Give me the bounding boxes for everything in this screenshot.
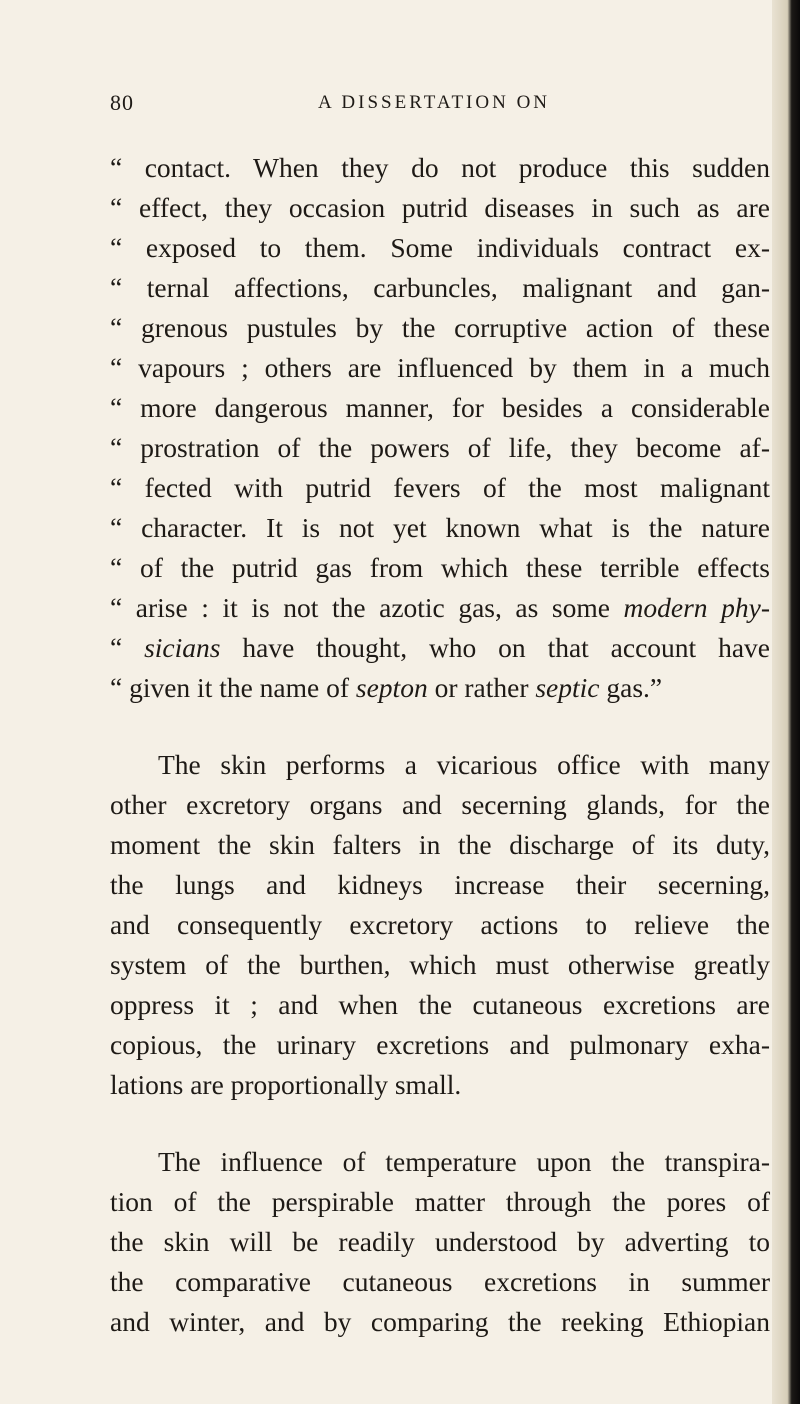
- text-line: “ ternal affections, carbuncles, malignant and gan-: [110, 272, 770, 303]
- page-body: [110, 148, 770, 1342]
- open-quote: “: [110, 632, 145, 663]
- text-line: “ vapours ; others are influenced by them in a much: [110, 352, 770, 383]
- running-head: A DISSERTATION ON: [318, 92, 551, 113]
- page-number: 80: [110, 90, 134, 115]
- page-gutter-shadow: [772, 0, 800, 1404]
- page-header: [110, 90, 770, 120]
- text-line: “ of the putrid gas from which these terrible effects: [110, 552, 770, 583]
- text-line: “ fected with putrid fevers of the most malignant: [110, 472, 770, 503]
- text-line: “ character. It is not yet known what is the nature: [110, 512, 770, 543]
- line-text: gas.”: [599, 672, 663, 703]
- line-text: have thought, who on that account have: [220, 632, 770, 663]
- text-line: The influence of temperature upon the transpira-: [158, 1146, 770, 1177]
- text-line: “ prostration of the powers of life, they become af-: [110, 432, 770, 463]
- paragraph: [110, 1142, 770, 1342]
- text-line: tion of the perspirable matter through the pores of: [110, 1186, 770, 1217]
- text-line: “ effect, they occasion putrid diseases in such as are: [110, 192, 770, 223]
- text-line: [110, 668, 770, 708]
- line-text: “ given it the name of: [110, 672, 356, 703]
- italic-text: septic: [535, 672, 600, 703]
- text-line: and winter, and by comparing the reeking Ethiopian: [110, 1306, 770, 1337]
- text-line: [110, 628, 770, 668]
- line-text: “ arise : it is not the azotic gas, as some: [110, 592, 624, 623]
- italic-text: sicians: [144, 632, 221, 663]
- text-line: the lungs and kidneys increase their secerning,: [110, 869, 770, 900]
- text-line: moment the skin falters in the discharge of its duty,: [110, 829, 770, 860]
- text-line: [110, 588, 770, 628]
- paragraph: [110, 745, 770, 1105]
- text-line: and consequently excretory actions to relieve the: [110, 909, 770, 940]
- quoted-paragraph: [110, 148, 770, 708]
- text-line: “ grenous pustules by the corruptive action of these: [110, 312, 770, 343]
- text-line: “ more dangerous manner, for besides a considerable: [110, 392, 770, 423]
- paragraph-gap: [110, 708, 770, 745]
- text-line: system of the burthen, which must otherwise greatly: [110, 949, 770, 980]
- text-line: copious, the urinary excretions and pulmonary exha-: [110, 1029, 770, 1060]
- italic-text: septon: [355, 672, 428, 703]
- text-line: oppress it ; and when the cutaneous excretions are: [110, 989, 770, 1020]
- text-line: lations are proportionally small.: [110, 1069, 462, 1100]
- text-line: “ exposed to them. Some individuals contract ex-: [110, 232, 770, 263]
- text-line: The skin performs a vicarious office with many: [158, 749, 770, 780]
- text-line: “ contact. When they do not produce this sudden: [110, 152, 770, 183]
- text-line: other excretory organs and secerning glands, for the: [110, 789, 770, 820]
- italic-text: modern phy-: [623, 592, 770, 623]
- paragraph-gap: [110, 1105, 770, 1142]
- text-line: the skin will be readily understood by adverting to: [110, 1226, 770, 1257]
- text-line: the comparative cutaneous excretions in summer: [110, 1266, 770, 1297]
- line-text: or rather: [427, 672, 536, 703]
